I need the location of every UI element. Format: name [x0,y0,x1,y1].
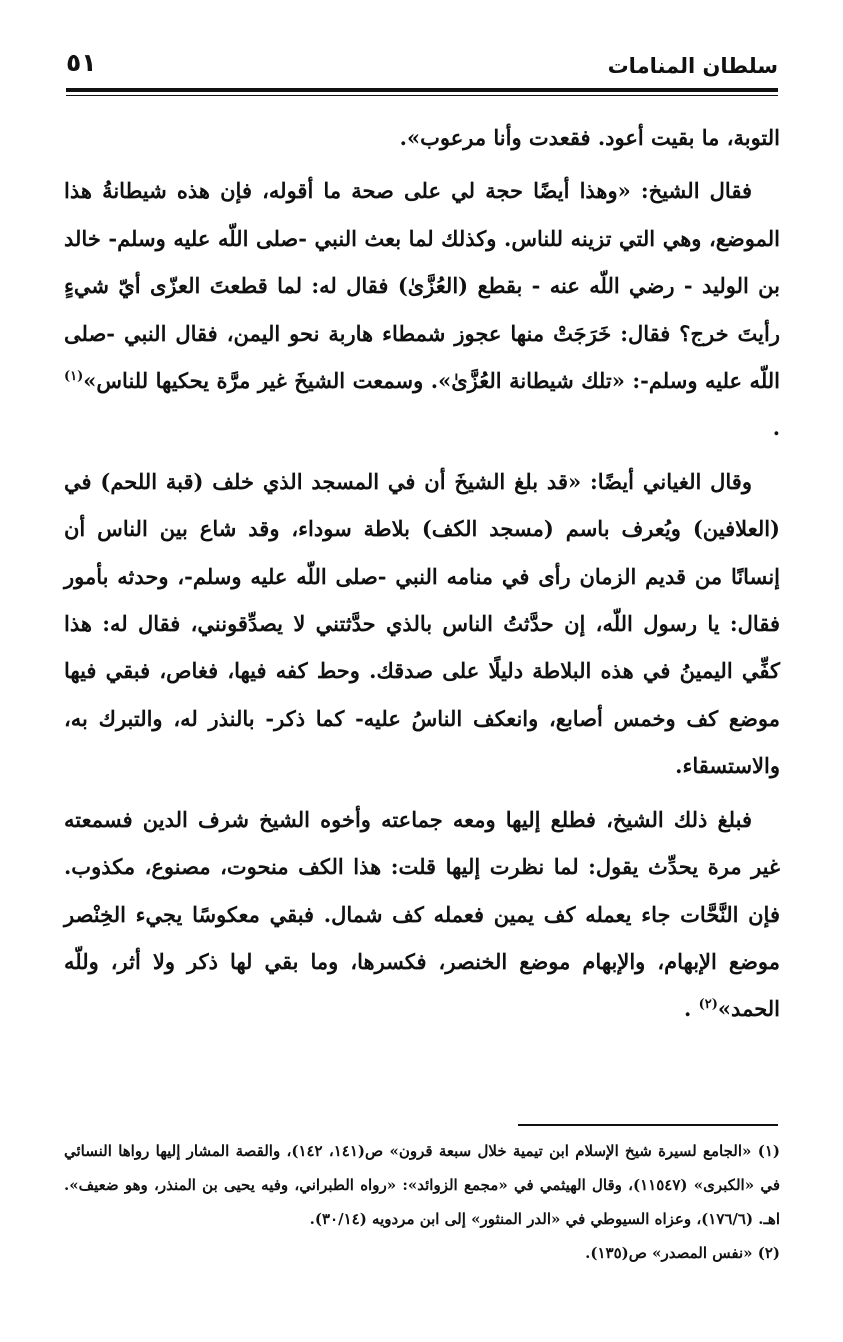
page-header [66,46,778,86]
paragraph-2 [64,167,780,451]
header-rule-thin [66,95,778,96]
paragraph-2-end: . [772,415,780,441]
paragraph-4-end: . [684,996,692,1022]
footnote-1: (١) «الجامع لسيرة شيخ الإسلام ابن تيمية خلال سبعة قرون» ص(١٤١، ١٤٢)، والقصة المشار إليها رواها النسائي في «الكبرى» (١١٥٤٧)، وقال الهيثمي في «مجمع الزوائد»: «رواه الطبراني، وفيه يحيى بن المنذر، وهو ضعيف». اهـ. (١٧٦/٦)، وعزاه السيوطي في «الدر المنثور» إلى ابن مردويه (٣٠/١٤). [64,1142,780,1228]
footnote-ref-1: (١) [64,369,84,385]
paragraph-1-text: التوبة، ما بقيت أعود. فقعدت وأنا مرعوب». [399,125,780,150]
running-title: سلطان المنامات [607,54,778,78]
footnote-2: (٢) «نفس المصدر» ص(١٣٥). [585,1244,780,1262]
paragraph-4-text: فبلغ ذلك الشيخ، فطلع إليها ومعه جماعته وأخوه الشيخ شرف الدين فسمعته غير مرة يحدِّث يقول: لما نظرت إليها قلت: هذا الكف منحوت، مصنوع، مكذوب. فإن النَّحَّات جاء يعمله كف يمين فعمله كف شمال. فبقي معكوسًا يجيء الخِنْصر موضع الإبهام، والإبهام موضع الخنصر، فكسرها، وما بقي لها ذكر ولا أثر، وللّه الحمد» [64,806,780,1022]
footnote-separator [518,1124,778,1126]
body-text [64,114,780,1033]
footnote-ref-2: (٢) [698,997,718,1013]
paragraph-3 [64,458,780,790]
paragraph-4 [64,796,780,1033]
footnotes [64,1134,780,1270]
header-rule-thick [66,88,778,92]
paragraph-1 [64,114,780,161]
paragraph-3-text: وقال الغياني أيضًا: «قد بلغ الشيخَ أن في المسجد الذي خلف (قبة اللحم) في (العلافين) ويُعرف باسم (مسجد الكف) بلاطة سوداء، وقد شاع بين الناس أن إنسانًا من قديم الزمان رأى في منامه النبي -صلى اللّه عليه وسلم-، وحدثه بأمور فقال: يا رسول اللّه، إن حدَّثتُ الناس بالذي حدَّثتني لا يصدِّقونني، فقال له: هذا كفِّي اليمينُ في هذه البلاطة دليلًا على صدقك. وحط كفه فيها، فغاص، فبقي فيها موضع كف وخمس أصابع، وانعكف الناسُ عليه- كما ذكر- بالنذر له، والتبرك به، والاستسقاء. [64,468,780,779]
paragraph-2-text: فقال الشيخ: «وهذا أيضًا حجة لي على صحة ما أقوله، فإن هذه شيطانةُ هذا الموضع، وهي التي تزينه للناس. وكذلك لما بعث النبي -صلى اللّه عليه وسلم- خالد بن الوليد - رضي اللّه عنه - بقطع (العُزَّىٰ) فقال له: لما قطعتَ العزّى أيّ شيءٍ رأيتَ خرج؟ فقال: خَرَجَتْ منها عجوز شمطاء هاربة نحو اليمن، فقال النبي -صلى اللّه عليه وسلم-: «تلك شيطانة العُزَّىٰ». وسمعت الشيخَ غير مرَّة يحكيها للناس» [64,178,780,394]
page-number: ٥١ [66,48,97,77]
